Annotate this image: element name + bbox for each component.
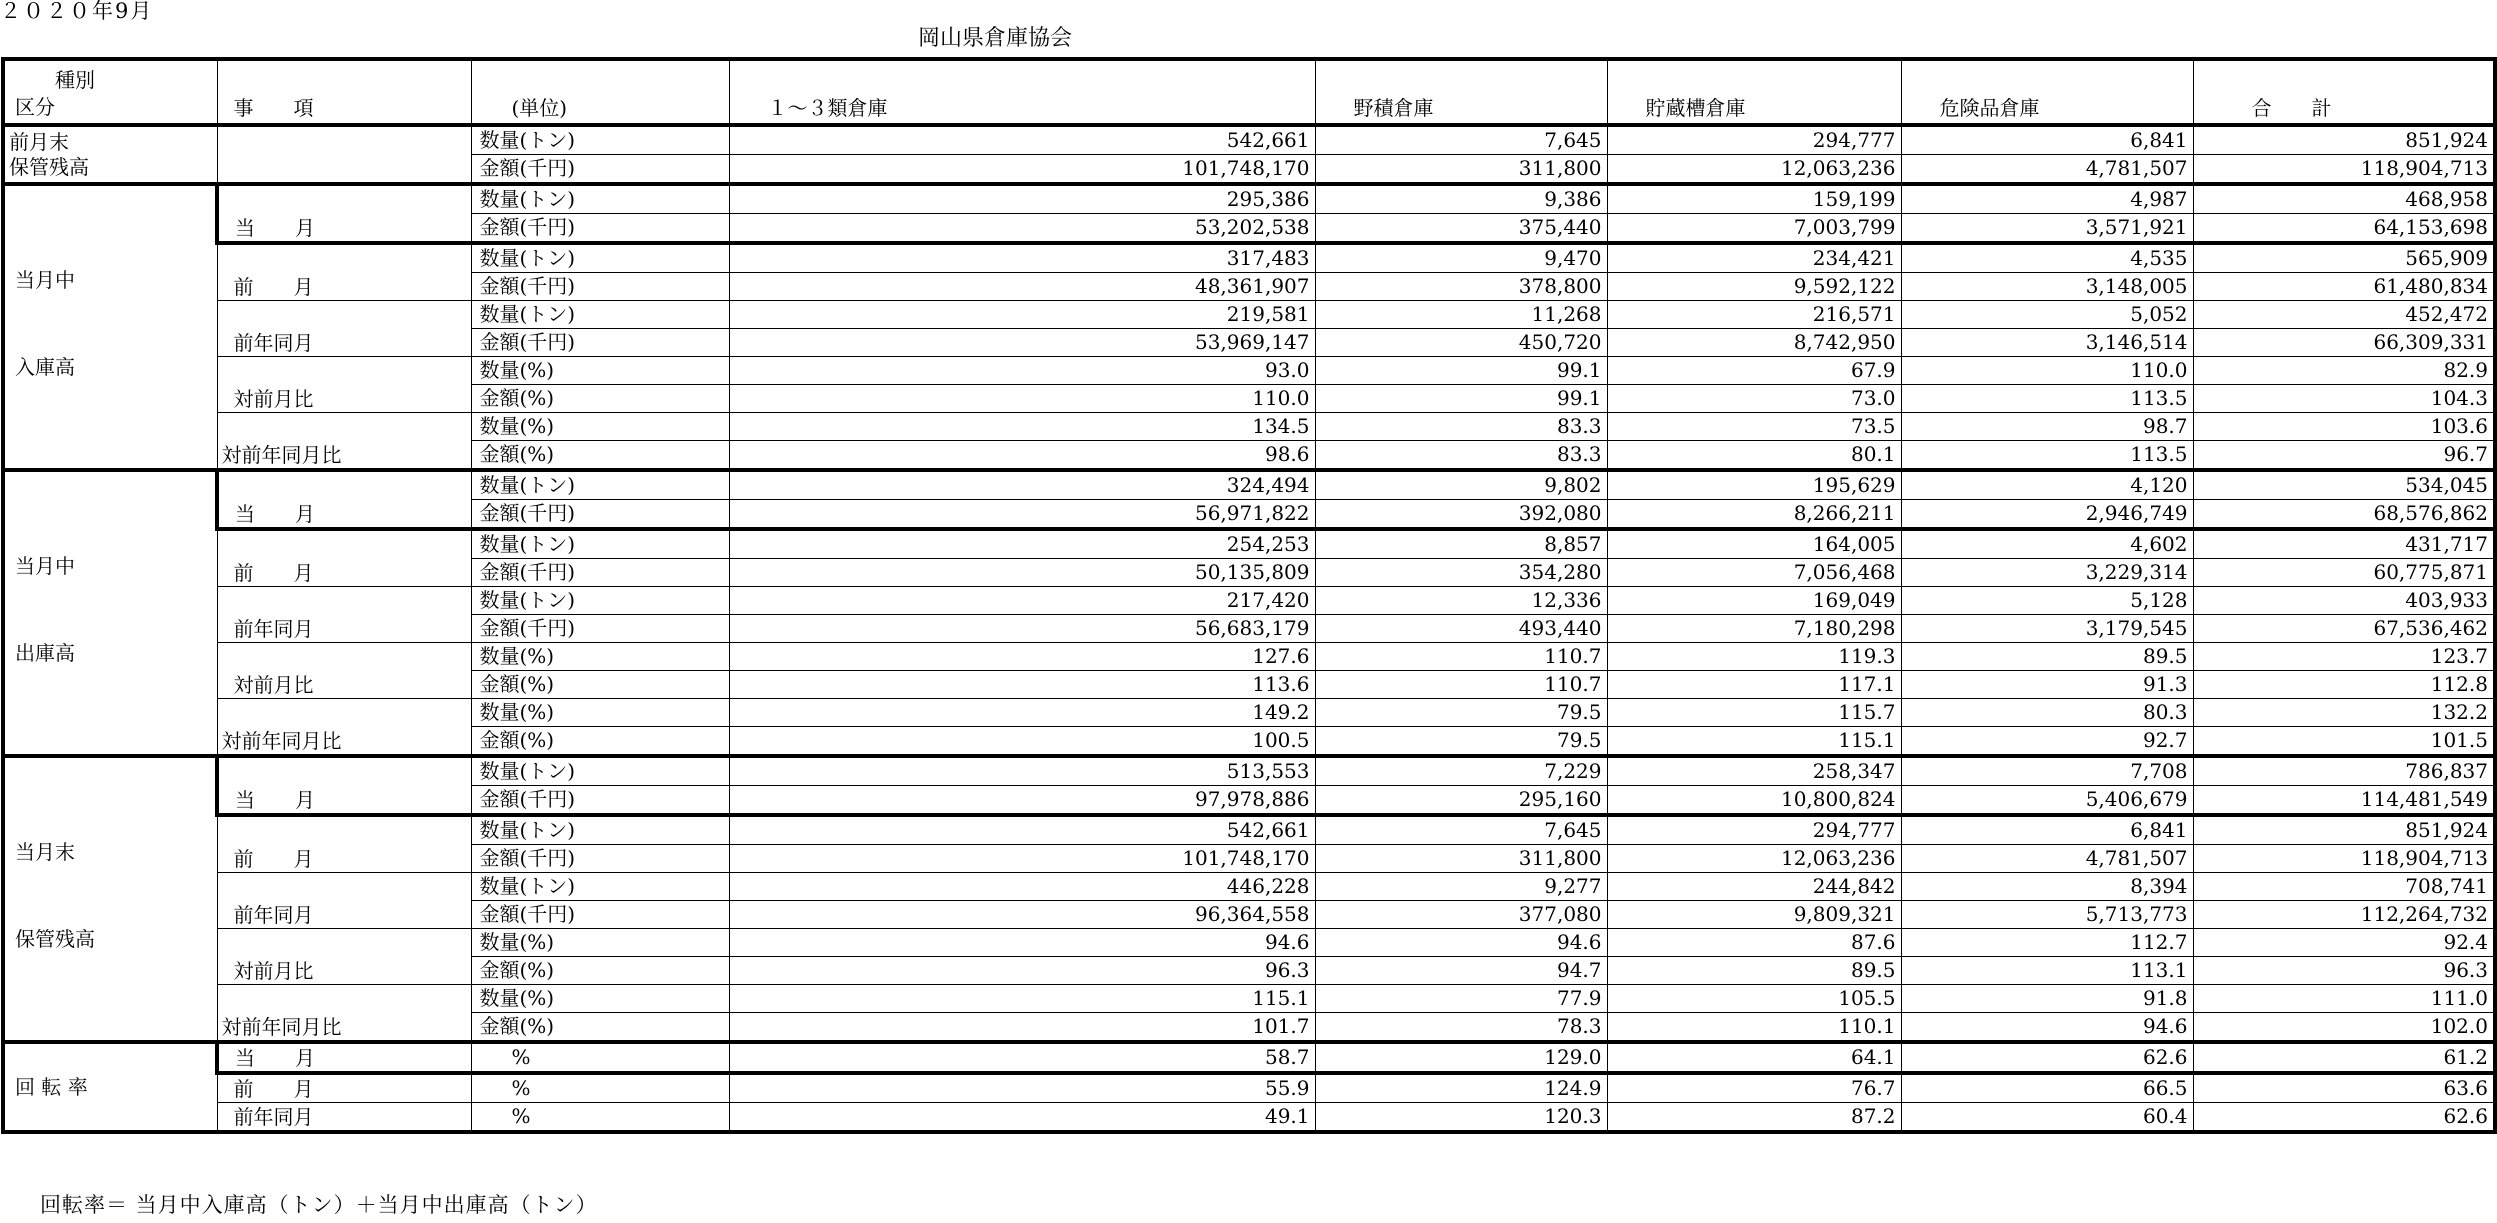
amount-cell: 80.1: [1607, 441, 1901, 471]
table-row: [3, 929, 2495, 957]
amount-cell: 113.6: [729, 671, 1315, 699]
amount-cell: 3,146,514: [1901, 329, 2193, 357]
warehouse-statistics-table: [1, 57, 2497, 1134]
turnover-value-cell: 64.1: [1607, 1042, 1901, 1073]
unit-label: 数量(%): [471, 929, 729, 957]
amount-cell: 53,969,147: [729, 329, 1315, 357]
opening-label-line1: 前月末: [9, 129, 69, 154]
unit-label: 数量(トン): [471, 301, 729, 329]
amount-cell: 377,080: [1315, 901, 1607, 929]
amount-cell: 67,536,462: [2193, 615, 2495, 643]
unit-label: 金額(千円): [471, 214, 729, 244]
unit-label: 数量(%): [471, 985, 729, 1013]
opening-qty-cell: 6,841: [1901, 125, 2193, 155]
unit-label: 数量(トン): [471, 184, 729, 214]
quantity-cell: 110.0: [1901, 357, 2193, 385]
amount-cell: 68,576,862: [2193, 500, 2495, 530]
quantity-cell: 216,571: [1607, 301, 1901, 329]
amount-cell: 2,946,749: [1901, 500, 2193, 530]
amount-cell: 115.1: [1607, 727, 1901, 757]
amount-cell: 8,742,950: [1607, 329, 1901, 357]
quantity-cell: 258,347: [1607, 756, 1901, 786]
amount-cell: 110.7: [1315, 671, 1607, 699]
amount-cell: 113.1: [1901, 957, 2193, 985]
quantity-cell: 103.6: [2193, 413, 2495, 441]
table-row: [3, 815, 2495, 845]
quantity-cell: 159,199: [1607, 184, 1901, 214]
amount-cell: 89.5: [1607, 957, 1901, 985]
amount-cell: 450,720: [1315, 329, 1607, 357]
unit-label: 金額(千円): [471, 329, 729, 357]
quantity-cell: 132.2: [2193, 699, 2495, 727]
unit-label: 数量(トン): [471, 470, 729, 500]
table-row: [3, 1073, 2495, 1103]
row-item-label: 前年同月: [217, 1103, 471, 1133]
turnover-formula-note: 回転率＝ 当月中入庫高（トン）＋当月中出庫高（トン）: [40, 1193, 598, 1217]
turnover-label-text: 回 転 率: [15, 1074, 88, 1099]
opening-qty-cell: 542,661: [729, 125, 1315, 155]
amount-cell: 10,800,824: [1607, 786, 1901, 816]
amount-cell: 3,179,545: [1901, 615, 2193, 643]
unit-label: 数量(トン): [471, 815, 729, 845]
row-item-label: 当 月: [217, 470, 471, 529]
quantity-cell: 8,394: [1901, 873, 2193, 901]
turnover-value-cell: 129.0: [1315, 1042, 1607, 1073]
quantity-cell: 123.7: [2193, 643, 2495, 671]
unit-label: %: [471, 1042, 729, 1073]
amount-cell: 7,180,298: [1607, 615, 1901, 643]
quantity-cell: 708,741: [2193, 873, 2495, 901]
quantity-cell: 9,802: [1315, 470, 1607, 500]
quantity-cell: 294,777: [1607, 815, 1901, 845]
amount-cell: 9,809,321: [1607, 901, 1901, 929]
opening-qty-cell: 851,924: [2193, 125, 2495, 155]
table-row: [3, 470, 2495, 500]
turnover-value-cell: 76.7: [1607, 1073, 1901, 1103]
unit-label: 数量(%): [471, 699, 729, 727]
quantity-cell: 4,535: [1901, 243, 2193, 273]
amount-cell: 117.1: [1607, 671, 1901, 699]
quantity-cell: 11,268: [1315, 301, 1607, 329]
unit-label: 数量(トン): [471, 243, 729, 273]
table-row: [3, 413, 2495, 441]
quantity-cell: 7,229: [1315, 756, 1607, 786]
amount-cell: 64,153,698: [2193, 214, 2495, 244]
table-row: [3, 184, 2495, 214]
amount-cell: 53,202,538: [729, 214, 1315, 244]
amount-cell: 5,406,679: [1901, 786, 2193, 816]
table-row: [3, 243, 2495, 273]
amount-cell: 60,775,871: [2193, 559, 2495, 587]
quantity-cell: 127.6: [729, 643, 1315, 671]
unit-label: 数量(トン): [471, 873, 729, 901]
amount-cell: 98.6: [729, 441, 1315, 471]
quantity-cell: 12,336: [1315, 587, 1607, 615]
amount-cell: 311,800: [1315, 845, 1607, 873]
amount-cell: 114,481,549: [2193, 786, 2495, 816]
quantity-cell: 99.1: [1315, 357, 1607, 385]
table-row: [3, 756, 2495, 786]
quantity-cell: 324,494: [729, 470, 1315, 500]
header-item: 事 項: [217, 59, 471, 125]
table-row: [3, 873, 2495, 901]
table-header-row: [3, 59, 2495, 125]
quantity-cell: 92.4: [2193, 929, 2495, 957]
amount-cell: 66,309,331: [2193, 329, 2495, 357]
unit-label: 数量(トン): [471, 756, 729, 786]
unit-label: 金額(千円): [471, 615, 729, 643]
unit-label: 金額(千円): [471, 500, 729, 530]
quantity-cell: 134.5: [729, 413, 1315, 441]
opening-label-line2: 保管残高: [9, 154, 89, 179]
amount-cell: 83.3: [1315, 441, 1607, 471]
turnover-value-cell: 124.9: [1315, 1073, 1607, 1103]
table-row: [3, 1042, 2495, 1073]
quantity-cell: 195,629: [1607, 470, 1901, 500]
amount-cell: 101.5: [2193, 727, 2495, 757]
unit-label: %: [471, 1103, 729, 1133]
quantity-cell: 534,045: [2193, 470, 2495, 500]
row-item-label: 前 月: [217, 1073, 471, 1103]
amount-cell: 96,364,558: [729, 901, 1315, 929]
turnover-value-cell: 87.2: [1607, 1103, 1901, 1133]
quantity-cell: 149.2: [729, 699, 1315, 727]
quantity-cell: 169,049: [1607, 587, 1901, 615]
row-item-label: 対前月比: [217, 643, 471, 699]
header-unit: (単位): [471, 59, 729, 125]
amount-cell: 378,800: [1315, 273, 1607, 301]
quantity-cell: 452,472: [2193, 301, 2495, 329]
table-row: [3, 643, 2495, 671]
unit-label: 金額(千円): [471, 845, 729, 873]
section-label-line2: 保管残高: [15, 927, 95, 951]
section-label-spacer: [15, 295, 215, 353]
quantity-cell: 87.6: [1607, 929, 1901, 957]
amount-cell: 101,748,170: [729, 845, 1315, 873]
quantity-cell: 164,005: [1607, 529, 1901, 559]
row-item-label: 対前年同月比: [217, 413, 471, 471]
amount-cell: 96.3: [729, 957, 1315, 985]
turnover-value-cell: 62.6: [1901, 1042, 2193, 1073]
amount-cell: 56,971,822: [729, 500, 1315, 530]
amount-cell: 392,080: [1315, 500, 1607, 530]
amount-cell: 5,713,773: [1901, 901, 2193, 929]
turnover-value-cell: 58.7: [729, 1042, 1315, 1073]
opening-qty-cell: 294,777: [1607, 125, 1901, 155]
amount-cell: 493,440: [1315, 615, 1607, 643]
row-item-label: 前年同月: [217, 873, 471, 929]
table-row: [3, 357, 2495, 385]
quantity-cell: 9,277: [1315, 873, 1607, 901]
amount-cell: 91.3: [1901, 671, 2193, 699]
header-column-0: １～３類倉庫: [729, 59, 1315, 125]
amount-cell: 73.0: [1607, 385, 1901, 413]
quantity-cell: 851,924: [2193, 815, 2495, 845]
turnover-value-cell: 55.9: [729, 1073, 1315, 1103]
amount-cell: 97,978,886: [729, 786, 1315, 816]
turnover-value-cell: 61.2: [2193, 1042, 2495, 1073]
section-label-line2: 出庫高: [15, 641, 75, 665]
quantity-cell: 4,120: [1901, 470, 2193, 500]
amount-cell: 96.7: [2193, 441, 2495, 471]
row-item-label: 当 月: [217, 184, 471, 243]
unit-label: 金額(%): [471, 1013, 729, 1043]
row-item-label: 前 月: [217, 529, 471, 587]
unit-label: 数量(トン): [471, 587, 729, 615]
quantity-cell: 542,661: [729, 815, 1315, 845]
organization-name: 岡山県倉庫協会: [918, 26, 1073, 51]
row-item-label: 対前年同月比: [217, 699, 471, 757]
amount-cell: 118,904,713: [2193, 845, 2495, 873]
unit-label: 数量(%): [471, 357, 729, 385]
quantity-cell: 73.5: [1607, 413, 1901, 441]
quantity-cell: 110.7: [1315, 643, 1607, 671]
quantity-cell: 234,421: [1607, 243, 1901, 273]
row-item-label: 対前年同月比: [217, 985, 471, 1043]
quantity-cell: 9,386: [1315, 184, 1607, 214]
opening-amount-cell: 118,904,713: [2193, 155, 2495, 185]
quantity-cell: 295,386: [729, 184, 1315, 214]
section-label-spacer: [15, 867, 215, 925]
unit-label: 金額(千円): [471, 273, 729, 301]
row-item-label: 対前月比: [217, 929, 471, 985]
amount-cell: 110.1: [1607, 1013, 1901, 1043]
amount-cell: 110.0: [729, 385, 1315, 413]
quantity-cell: 786,837: [2193, 756, 2495, 786]
quantity-cell: 468,958: [2193, 184, 2495, 214]
turnover-value-cell: 60.4: [1901, 1103, 2193, 1133]
row-item-label: 当 月: [217, 756, 471, 815]
section-label: [3, 470, 217, 756]
quantity-cell: 4,602: [1901, 529, 2193, 559]
header-type-label: 種別: [55, 68, 95, 92]
row-item-label: 前年同月: [217, 301, 471, 357]
quantity-cell: 219,581: [729, 301, 1315, 329]
row-item-label: 当 月: [217, 1042, 471, 1073]
amount-cell: 12,063,236: [1607, 845, 1901, 873]
amount-cell: 3,571,921: [1901, 214, 2193, 244]
quantity-cell: 105.5: [1607, 985, 1901, 1013]
opening-item-cell: [217, 125, 471, 184]
unit-label: 金額(千円): [471, 155, 729, 185]
unit-label: %: [471, 1073, 729, 1103]
quantity-cell: 83.3: [1315, 413, 1607, 441]
header-column-3: 危険品倉庫: [1901, 59, 2193, 125]
opening-amount-cell: 101,748,170: [729, 155, 1315, 185]
opening-amount-cell: 12,063,236: [1607, 155, 1901, 185]
unit-label: 数量(%): [471, 643, 729, 671]
amount-cell: 112,264,732: [2193, 901, 2495, 929]
header-column-2: 貯蔵槽倉庫: [1607, 59, 1901, 125]
quantity-cell: 67.9: [1607, 357, 1901, 385]
table-row: [3, 125, 2495, 155]
amount-cell: 113.5: [1901, 441, 2193, 471]
quantity-cell: 6,841: [1901, 815, 2193, 845]
table-row: [3, 529, 2495, 559]
opening-balance-label: [3, 125, 217, 184]
amount-cell: 101.7: [729, 1013, 1315, 1043]
quantity-cell: 98.7: [1901, 413, 2193, 441]
opening-amount-cell: 4,781,507: [1901, 155, 2193, 185]
amount-cell: 3,148,005: [1901, 273, 2193, 301]
table-row: [3, 985, 2495, 1013]
table-row: [3, 1103, 2495, 1133]
amount-cell: 102.0: [2193, 1013, 2495, 1043]
unit-label: 金額(%): [471, 441, 729, 471]
table-row: [3, 699, 2495, 727]
quantity-cell: 244,842: [1607, 873, 1901, 901]
quantity-cell: 565,909: [2193, 243, 2495, 273]
amount-cell: 94.7: [1315, 957, 1607, 985]
section-label-line1: 当月中: [15, 268, 75, 292]
unit-label: 数量(%): [471, 413, 729, 441]
turnover-label: [3, 1042, 217, 1132]
amount-cell: 48,361,907: [729, 273, 1315, 301]
quantity-cell: 77.9: [1315, 985, 1607, 1013]
quantity-cell: 254,253: [729, 529, 1315, 559]
amount-cell: 50,135,809: [729, 559, 1315, 587]
quantity-cell: 8,857: [1315, 529, 1607, 559]
amount-cell: 78.3: [1315, 1013, 1607, 1043]
quantity-cell: 112.7: [1901, 929, 2193, 957]
report-date: ２０２０年9月: [0, 0, 154, 23]
header-column-1: 野積倉庫: [1315, 59, 1607, 125]
quantity-cell: 5,052: [1901, 301, 2193, 329]
quantity-cell: 7,708: [1901, 756, 2193, 786]
turnover-value-cell: 120.3: [1315, 1103, 1607, 1133]
row-item-label: 前 月: [217, 815, 471, 873]
quantity-cell: 9,470: [1315, 243, 1607, 273]
quantity-cell: 82.9: [2193, 357, 2495, 385]
amount-cell: 104.3: [2193, 385, 2495, 413]
quantity-cell: 446,228: [729, 873, 1315, 901]
quantity-cell: 89.5: [1901, 643, 2193, 671]
amount-cell: 354,280: [1315, 559, 1607, 587]
quantity-cell: 5,128: [1901, 587, 2193, 615]
section-label-line2: 入庫高: [15, 355, 75, 379]
quantity-cell: 111.0: [2193, 985, 2495, 1013]
amount-cell: 3,229,314: [1901, 559, 2193, 587]
header-total: 合 計: [2193, 59, 2495, 125]
quantity-cell: 93.0: [729, 357, 1315, 385]
quantity-cell: 115.7: [1607, 699, 1901, 727]
amount-cell: 8,266,211: [1607, 500, 1901, 530]
table-row: [3, 301, 2495, 329]
amount-cell: 92.7: [1901, 727, 2193, 757]
quantity-cell: 94.6: [1315, 929, 1607, 957]
quantity-cell: 513,553: [729, 756, 1315, 786]
quantity-cell: 7,645: [1315, 815, 1607, 845]
section-label: [3, 756, 217, 1042]
row-item-label: 前 月: [217, 243, 471, 301]
amount-cell: 99.1: [1315, 385, 1607, 413]
unit-label: 金額(%): [471, 671, 729, 699]
amount-cell: 61,480,834: [2193, 273, 2495, 301]
unit-label: 数量(トン): [471, 125, 729, 155]
unit-label: 金額(千円): [471, 559, 729, 587]
amount-cell: 295,160: [1315, 786, 1607, 816]
amount-cell: 100.5: [729, 727, 1315, 757]
turnover-value-cell: 63.6: [2193, 1073, 2495, 1103]
quantity-cell: 79.5: [1315, 699, 1607, 727]
quantity-cell: 317,483: [729, 243, 1315, 273]
quantity-cell: 115.1: [729, 985, 1315, 1013]
opening-amount-cell: 311,800: [1315, 155, 1607, 185]
section-label: [3, 184, 217, 470]
quantity-cell: 403,933: [2193, 587, 2495, 615]
amount-cell: 4,781,507: [1901, 845, 2193, 873]
amount-cell: 9,592,122: [1607, 273, 1901, 301]
quantity-cell: 94.6: [729, 929, 1315, 957]
unit-label: 金額(千円): [471, 786, 729, 816]
header-division-label: 区分: [15, 95, 55, 119]
table-row: [3, 587, 2495, 615]
row-item-label: 対前月比: [217, 357, 471, 413]
turnover-value-cell: 49.1: [729, 1103, 1315, 1133]
header-type-cell: [3, 59, 217, 125]
quantity-cell: 217,420: [729, 587, 1315, 615]
opening-qty-cell: 7,645: [1315, 125, 1607, 155]
quantity-cell: 4,987: [1901, 184, 2193, 214]
section-label-spacer: [15, 581, 215, 639]
row-item-label: 前年同月: [217, 587, 471, 643]
quantity-cell: 91.8: [1901, 985, 2193, 1013]
quantity-cell: 119.3: [1607, 643, 1901, 671]
amount-cell: 375,440: [1315, 214, 1607, 244]
amount-cell: 7,003,799: [1607, 214, 1901, 244]
quantity-cell: 431,717: [2193, 529, 2495, 559]
section-label-line1: 当月中: [15, 554, 75, 578]
amount-cell: 79.5: [1315, 727, 1607, 757]
turnover-value-cell: 66.5: [1901, 1073, 2193, 1103]
turnover-value-cell: 62.6: [2193, 1103, 2495, 1133]
unit-label: 金額(千円): [471, 901, 729, 929]
amount-cell: 94.6: [1901, 1013, 2193, 1043]
unit-label: 金額(%): [471, 385, 729, 413]
amount-cell: 112.8: [2193, 671, 2495, 699]
section-label-line1: 当月末: [15, 840, 75, 864]
quantity-cell: 80.3: [1901, 699, 2193, 727]
amount-cell: 96.3: [2193, 957, 2495, 985]
unit-label: 数量(トン): [471, 529, 729, 559]
unit-label: 金額(%): [471, 957, 729, 985]
amount-cell: 56,683,179: [729, 615, 1315, 643]
amount-cell: 7,056,468: [1607, 559, 1901, 587]
amount-cell: 113.5: [1901, 385, 2193, 413]
unit-label: 金額(%): [471, 727, 729, 757]
